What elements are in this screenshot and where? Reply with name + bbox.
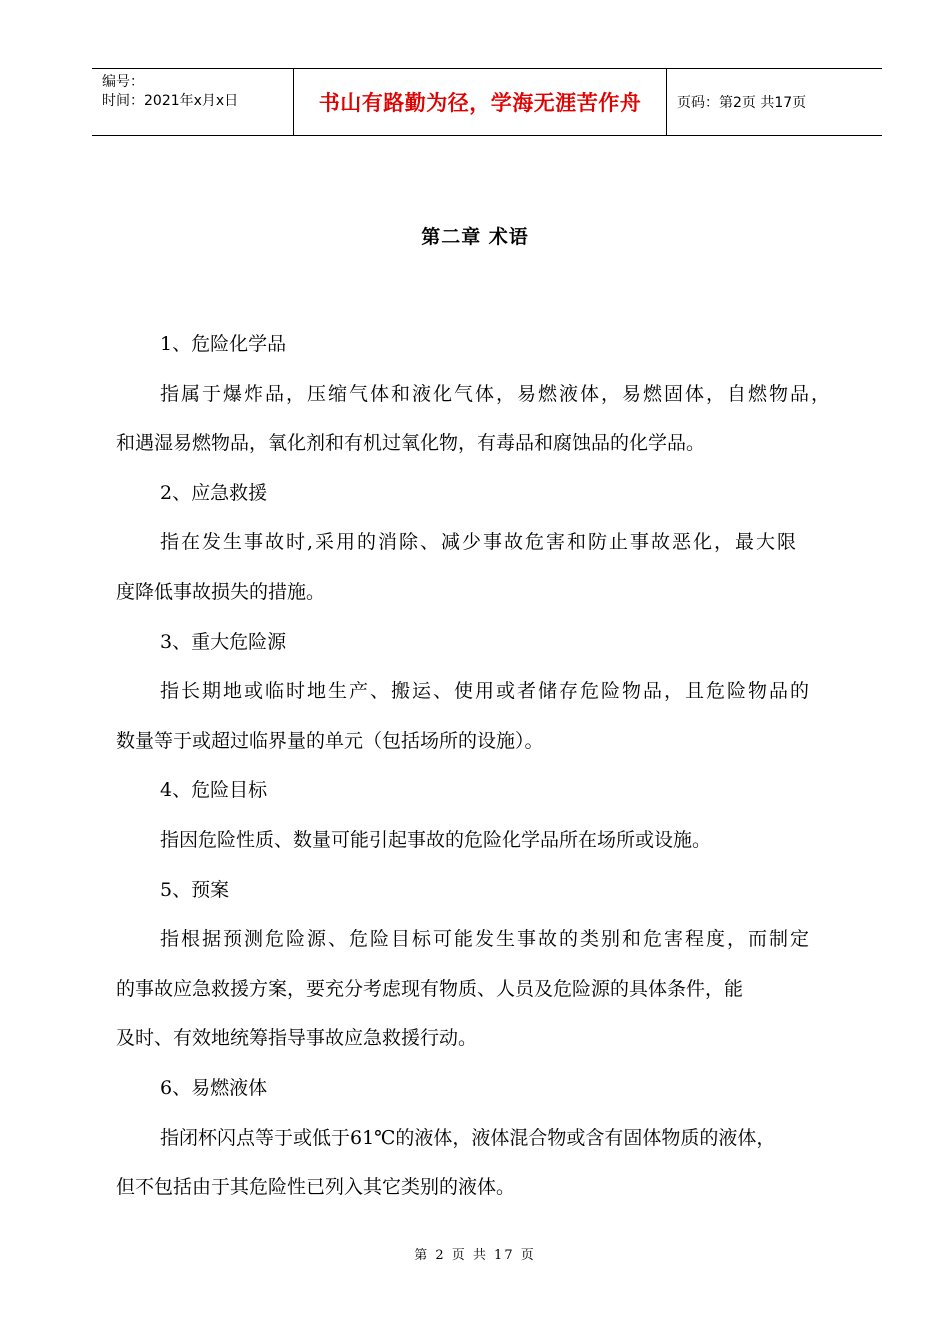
term-heading: 1、危险化学品 [160, 333, 287, 355]
time-label: 时间：2021年x月x日 [102, 93, 239, 109]
term-heading: 3、重大危险源 [160, 630, 287, 653]
term-heading: 2、应急救援 [160, 481, 268, 504]
paragraph-line: 指属于爆炸品，压缩气体和液化气体，易燃液体，易燃固体，自燃物品， [160, 382, 833, 405]
term-heading: 6、易燃液体 [160, 1076, 268, 1099]
header-meta-cell [92, 69, 294, 135]
term-heading: 5、预案 [160, 878, 230, 901]
paragraph-line: 指因危险性质、数量可能引起事故的危险化学品所在场所或设施。 [160, 828, 712, 851]
document-header [92, 68, 882, 136]
paragraph-line: 指在发生事故时,采用的消除、减少事故危害和防止事故恶化，最大限 [160, 531, 799, 554]
page-footer: 第 2 页 共 17 页 [414, 1248, 536, 1263]
chapter-title: 第二章 术语 [421, 226, 529, 248]
paragraph-line: 但不包括由于其危险性已列入其它类别的液体。 [116, 1176, 516, 1199]
term-heading: 4、危险目标 [160, 779, 268, 802]
paragraph-line: 数量等于或超过临界量的单元（包括场所的设施）。 [116, 729, 544, 752]
paragraph-line: 及时、有效地统筹指导事故应急救援行动。 [116, 1027, 478, 1050]
document-body [116, 320, 876, 1213]
paragraph-line: 的事故应急救援方案，要充分考虑现有物质、人员及危险源的具体条件，能 [116, 977, 744, 1000]
paragraph-line: 指长期地或临时地生产、搬运、使用或者储存危险物品，且危险物品的 [160, 680, 812, 703]
paragraph-line: 指根据预测危险源、危险目标可能发生事故的类别和危害程度，而制定 [160, 928, 812, 951]
header-page-info: 页码：第2页 共17页 [677, 95, 807, 111]
paragraph-line: 和遇湿易燃物品，氧化剂和有机过氧化物，有毒品和腐蚀品的化学品。 [116, 432, 706, 455]
paragraph-line: 度降低事故损失的措施。 [116, 580, 326, 603]
header-motto: 书山有路勤为径，学海无涯苦作舟 [294, 69, 667, 135]
paragraph-line: 指闭杯闪点等于或低于61℃的液体，液体混合物或含有固体物质的液体， [160, 1126, 776, 1149]
number-label: 编号： [102, 74, 144, 90]
